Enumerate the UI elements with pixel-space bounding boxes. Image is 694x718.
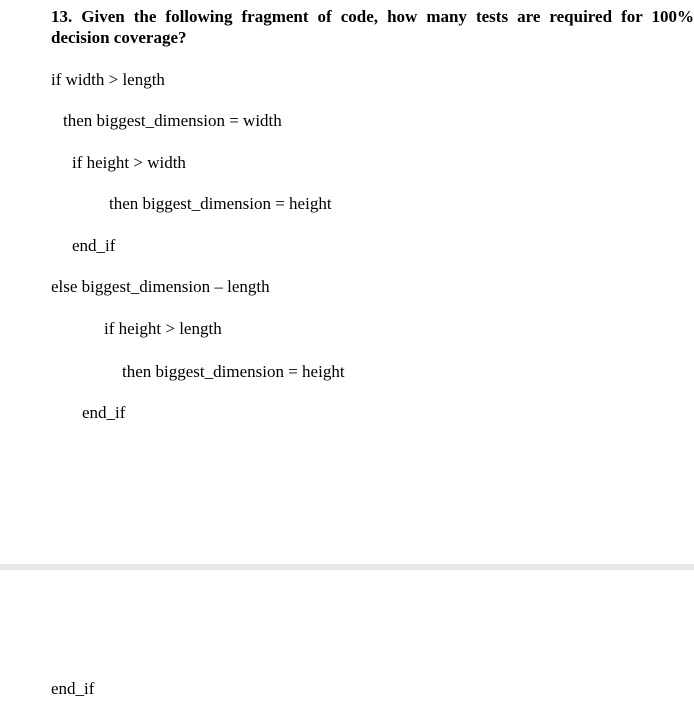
question-text: 13. Given the following fragment of code, how many tests are required for 100% decision coverage? [51, 7, 694, 47]
code-line-else: else biggest_dimension – length [51, 277, 270, 296]
code-line-then-width: then biggest_dimension = width [63, 111, 282, 130]
code-line-end-if-2: end_if [82, 403, 126, 422]
code-line-if-height-width: if height > width [72, 153, 186, 172]
code-line-end-if-1: end_if [72, 236, 116, 255]
code-line-then-height-2: then biggest_dimension = height [122, 362, 345, 381]
page-break [0, 564, 694, 570]
code-line-if-width: if width > length [51, 70, 165, 89]
code-line-then-height-1: then biggest_dimension = height [109, 194, 332, 213]
code-line-if-height-length: if height > length [104, 319, 222, 338]
code-line-end-if-outer: end_if [51, 679, 95, 698]
